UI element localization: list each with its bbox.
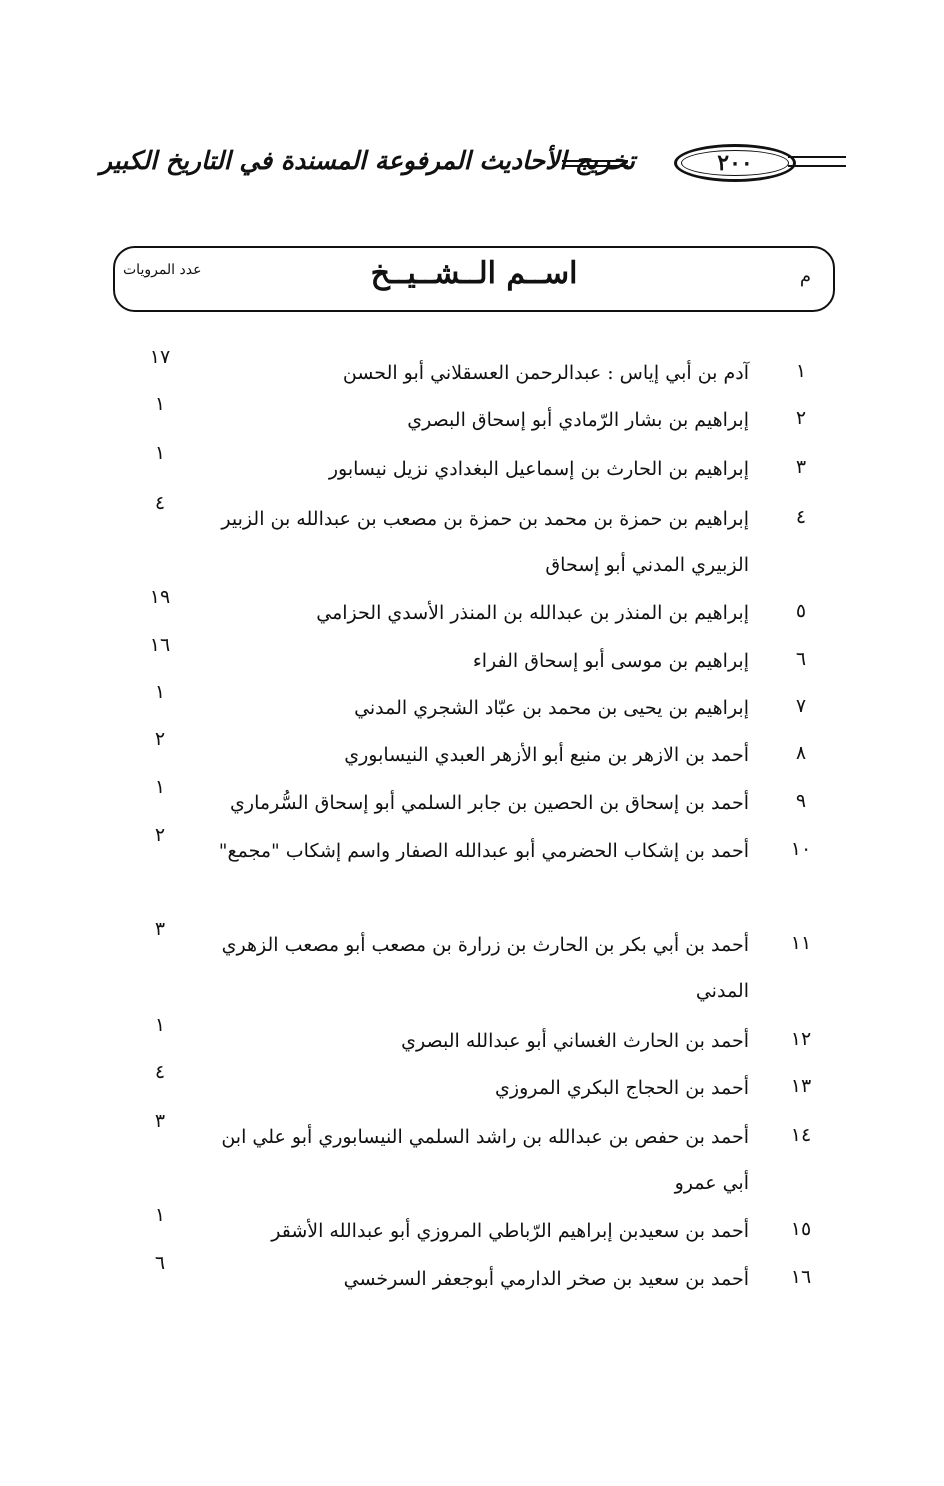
- entry-number: ١: [795, 360, 807, 382]
- entry-count: ٤: [154, 1061, 166, 1083]
- entry-name: أحمد بن سعيدبن إبراهيم الرّباطي المروزي أبو عبدالله الأشقر: [271, 1220, 749, 1242]
- entry-count: ٢: [154, 728, 166, 750]
- entry-count: ٢: [154, 824, 166, 846]
- entry-count: ١: [154, 1014, 166, 1036]
- entry-count: ١: [154, 393, 166, 415]
- entry-number: ٩: [795, 790, 807, 812]
- entry-count: ٣: [154, 918, 166, 940]
- page-number: ٢٠٠: [717, 150, 753, 176]
- entry-number: ١٠: [790, 838, 812, 860]
- column-header-name: اســم الــشــيــخ: [370, 256, 578, 291]
- entry-number: ٤: [795, 506, 807, 528]
- entry-name: أحمد بن الحجاج البكري المروزي: [495, 1077, 749, 1099]
- entry-count: ١: [154, 776, 166, 798]
- book-title: تخريج الأحاديث المرفوعة المسندة في التاريخ الكبير: [99, 146, 635, 175]
- entry-count: ١: [154, 442, 166, 464]
- entry-number: ٥: [795, 600, 807, 622]
- entry-number: ٧: [795, 695, 807, 717]
- entry-number: ١٦: [790, 1266, 812, 1288]
- entry-name: إبراهيم بن يحيى بن محمد بن عبّاد الشجري المدني: [354, 697, 749, 719]
- entry-count: ١: [154, 1204, 166, 1226]
- entry-name: أحمد بن الحارث الغساني أبو عبدالله البصري: [401, 1030, 749, 1052]
- entry-number: ٨: [795, 742, 807, 764]
- entry-number: ٣: [795, 456, 807, 478]
- entry-name: أحمد بن سعيد بن صخر الدارمي أبوجعفر السرخسي: [343, 1268, 749, 1290]
- entry-count: ٣: [154, 1110, 166, 1132]
- entry-name: أحمد بن إشكاب الحضرمي أبو عبدالله الصفار واسم إشكاب "مجمع": [218, 840, 749, 862]
- entry-count: ٤: [154, 492, 166, 514]
- entry-name: أحمد بن إسحاق بن الحصين بن جابر السلمي أبو إسحاق السُّرماري: [230, 792, 749, 814]
- entry-number: ١٢: [790, 1028, 812, 1050]
- entry-name: إبراهيم بن الحارث بن إسماعيل البغدادي نزيل نيسابور: [328, 458, 749, 480]
- entry-count: ١٧: [149, 346, 171, 368]
- entry-name: إبراهيم بن موسى أبو إسحاق الفراء: [472, 650, 749, 672]
- entry-name: أحمد بن الازهر بن منيع أبو الأزهر العبدي النيسابوري: [344, 744, 749, 766]
- entry-number: ١١: [790, 932, 812, 954]
- entry-count: ١٩: [149, 586, 171, 608]
- entry-number: ١٥: [790, 1218, 812, 1240]
- entry-number: ١٤: [790, 1124, 812, 1146]
- entry-count: ١: [154, 681, 166, 703]
- entry-number: ٦: [795, 648, 807, 670]
- entry-name: آدم بن أبي إياس : عبدالرحمن العسقلاني أبو الحسن: [342, 362, 749, 384]
- entry-name: إبراهيم بن حمزة بن محمد بن حمزة بن مصعب بن عبدالله بن الزبير الزبيري المدني أبو إسحاق: [221, 508, 749, 576]
- entry-count: ١٦: [149, 634, 171, 656]
- entry-count: ٦: [154, 1252, 166, 1274]
- entry-number: ١٣: [790, 1075, 812, 1097]
- entry-name: إبراهيم بن بشار الرّمادي أبو إسحاق البصري: [407, 409, 749, 431]
- column-header-count: عدد المرويات: [123, 262, 202, 278]
- entry-name: أحمد بن حفص بن عبدالله بن راشد السلمي النيسابوري أبو علي ابن أبي عمرو: [221, 1126, 749, 1194]
- entry-name: إبراهيم بن المنذر بن عبدالله بن المنذر الأسدي الحزامي: [316, 602, 749, 624]
- column-header-number: م: [799, 266, 811, 287]
- entry-name: أحمد بن أبي بكر بن الحارث بن زرارة بن مصعب أبو مصعب الزهري المدني: [221, 934, 749, 1002]
- entry-number: ٢: [795, 407, 807, 429]
